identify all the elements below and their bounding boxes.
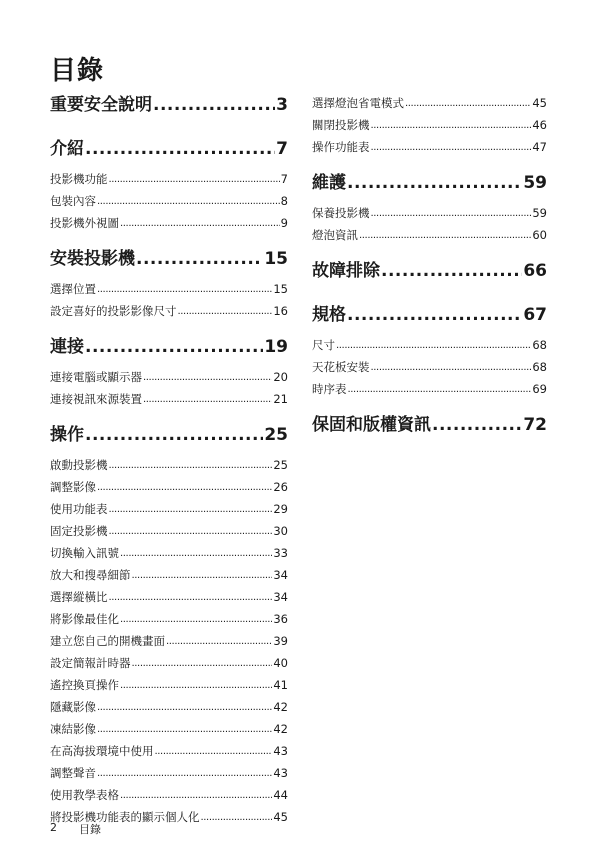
toc-page-number: 15 [273, 281, 288, 296]
toc-page-number: 29 [273, 501, 288, 516]
toc-item-entry[interactable] [312, 378, 547, 400]
toc-leader-dots [97, 480, 272, 495]
toc-item-entry[interactable] [312, 356, 547, 378]
toc-entry-title: 連接視訊來源裝置 [50, 391, 142, 406]
toc-left-column [50, 92, 288, 828]
toc-item-entry[interactable] [50, 300, 288, 322]
toc-item-entry[interactable] [50, 476, 288, 498]
toc-leader-dots [143, 370, 272, 385]
toc-page-number: 72 [523, 415, 547, 435]
toc-page-number: 9 [280, 215, 288, 230]
toc-page-number: 45 [532, 95, 547, 110]
toc-page-number: 3 [276, 95, 288, 115]
toc-leader-dots [97, 700, 272, 715]
toc-entry-title: 重要安全說明 [50, 95, 152, 115]
toc-entry-title: 投影機外視圖 [50, 215, 119, 230]
toc-item-entry[interactable] [50, 366, 288, 388]
toc-entry-title: 設定簡報計時器 [50, 655, 131, 670]
toc-page-number: 67 [523, 305, 547, 325]
toc-page-number: 15 [264, 249, 288, 269]
toc-entry-title: 使用功能表 [50, 501, 108, 516]
footer-page-number: 2 [50, 821, 57, 834]
toc-page-number: 20 [273, 369, 288, 384]
toc-item-entry[interactable] [312, 224, 547, 246]
toc-leader-dots [371, 140, 532, 155]
toc-section-entry[interactable] [50, 422, 288, 448]
toc-leader-dots [405, 96, 531, 111]
toc-entry-title: 隱藏影像 [50, 699, 96, 714]
toc-leader-dots [109, 502, 273, 517]
toc-entry-title: 啟動投影機 [50, 457, 108, 472]
toc-page-number: 46 [532, 117, 547, 132]
toc-entry-title: 切換輸入訊號 [50, 545, 119, 560]
toc-right-column [312, 92, 547, 444]
toc-entry-title: 天花板安裝 [312, 359, 370, 374]
toc-page-number: 8 [280, 193, 288, 208]
toc-entry-title: 選擇縱橫比 [50, 589, 108, 604]
toc-leader-dots [97, 722, 272, 737]
toc-page-number: 39 [273, 633, 288, 648]
toc-page-number: 36 [273, 611, 288, 626]
toc-page-number: 59 [532, 205, 547, 220]
toc-item-entry[interactable] [50, 608, 288, 630]
toc-item-entry[interactable] [50, 630, 288, 652]
toc-leader-dots [347, 302, 522, 328]
toc-item-entry[interactable] [50, 586, 288, 608]
toc-page-number: 47 [532, 139, 547, 154]
toc-leader-dots [120, 788, 272, 803]
toc-leader-dots [348, 382, 532, 397]
toc-item-entry[interactable] [50, 564, 288, 586]
toc-leader-dots [155, 744, 273, 759]
toc-section-entry[interactable] [312, 302, 547, 328]
toc-item-entry[interactable] [50, 498, 288, 520]
toc-item-entry[interactable] [312, 136, 547, 158]
toc-item-entry[interactable] [50, 696, 288, 718]
toc-entry-title: 操作功能表 [312, 139, 370, 154]
toc-item-entry[interactable] [50, 740, 288, 762]
toc-leader-dots [85, 422, 263, 448]
toc-entry-title: 燈泡資訊 [312, 227, 358, 242]
toc-section-entry[interactable] [50, 92, 288, 118]
toc-entry-title: 連接 [50, 337, 84, 357]
toc-leader-dots [109, 590, 273, 605]
toc-page-number: 43 [273, 765, 288, 780]
toc-entry-title: 安裝投影機 [50, 249, 135, 269]
toc-entry-title: 調整聲音 [50, 765, 96, 780]
toc-leader-dots [97, 282, 272, 297]
toc-leader-dots [132, 568, 273, 583]
toc-leader-dots [85, 334, 263, 360]
toc-leader-dots [120, 546, 272, 561]
toc-page-number: 25 [273, 457, 288, 472]
toc-leader-dots [120, 216, 280, 231]
toc-leader-dots [143, 392, 272, 407]
toc-page-number: 25 [264, 425, 288, 445]
toc-item-entry[interactable] [50, 388, 288, 410]
toc-page-number: 30 [273, 523, 288, 538]
toc-section-entry[interactable] [312, 258, 547, 284]
toc-leader-dots [109, 172, 280, 187]
toc-leader-dots [178, 304, 273, 319]
toc-page-number: 40 [273, 655, 288, 670]
toc-leader-dots [136, 246, 263, 272]
toc-leader-dots [97, 766, 272, 781]
toc-entry-title: 保養投影機 [312, 205, 370, 220]
toc-item-entry[interactable] [50, 190, 288, 212]
toc-item-entry[interactable] [50, 674, 288, 696]
toc-entry-title: 固定投影機 [50, 523, 108, 538]
toc-entry-title: 調整影像 [50, 479, 96, 494]
toc-entry-title: 規格 [312, 305, 346, 325]
toc-leader-dots [336, 338, 531, 353]
toc-entry-title: 選擇位置 [50, 281, 96, 296]
toc-entry-title: 將影像最佳化 [50, 611, 119, 626]
toc-leader-dots [109, 458, 273, 473]
toc-page-number: 26 [273, 479, 288, 494]
footer-label: 目錄 [79, 823, 101, 836]
toc-item-entry[interactable] [312, 334, 547, 356]
toc-leader-dots [132, 656, 273, 671]
toc-page-number: 34 [273, 567, 288, 582]
page-footer [50, 821, 101, 837]
toc-entry-title: 設定喜好的投影影像尺寸 [50, 303, 177, 318]
toc-page-number: 33 [273, 545, 288, 560]
toc-section-entry[interactable] [312, 170, 547, 196]
toc-item-entry[interactable] [50, 784, 288, 806]
toc-page-number: 68 [532, 337, 547, 352]
toc-page-number: 45 [273, 809, 288, 824]
toc-item-entry[interactable] [50, 454, 288, 476]
toc-entry-title: 投影機功能 [50, 171, 108, 186]
toc-page-number: 21 [273, 391, 288, 406]
toc-entry-title: 介紹 [50, 139, 84, 159]
toc-page-number: 19 [264, 337, 288, 357]
toc-item-entry[interactable] [50, 718, 288, 740]
toc-item-entry[interactable] [312, 92, 547, 114]
toc-item-entry[interactable] [50, 520, 288, 542]
toc-item-entry[interactable] [50, 278, 288, 300]
toc-leader-dots [371, 206, 532, 221]
toc-entry-title: 故障排除 [312, 261, 380, 281]
toc-item-entry[interactable] [50, 652, 288, 674]
toc-item-entry[interactable] [50, 762, 288, 784]
toc-page-number: 41 [273, 677, 288, 692]
toc-leader-dots [432, 412, 522, 438]
toc-page-number: 16 [273, 303, 288, 318]
toc-leader-dots [359, 228, 531, 243]
toc-entry-title: 在高海拔環境中使用 [50, 743, 154, 758]
toc-page-number: 59 [523, 173, 547, 193]
toc-item-entry[interactable] [50, 212, 288, 234]
toc-leader-dots [381, 258, 522, 284]
toc-entry-title: 維護 [312, 173, 346, 193]
toc-page-number: 7 [276, 139, 288, 159]
toc-entry-title: 凍結影像 [50, 721, 96, 736]
toc-leader-dots [166, 634, 272, 649]
toc-entry-title: 包裝內容 [50, 193, 96, 208]
toc-section-entry[interactable] [312, 412, 547, 438]
toc-item-entry[interactable] [312, 114, 547, 136]
toc-page-number: 68 [532, 359, 547, 374]
toc-page-number: 69 [532, 381, 547, 396]
toc-entry-title: 保固和版權資訊 [312, 415, 431, 435]
toc-page-number: 44 [273, 787, 288, 802]
toc-page-number: 7 [280, 171, 288, 186]
toc-entry-title: 選擇燈泡省電模式 [312, 95, 404, 110]
toc-item-entry[interactable] [312, 202, 547, 224]
toc-entry-title: 尺寸 [312, 337, 335, 352]
toc-leader-dots [371, 118, 532, 133]
toc-entry-title: 放大和搜尋細節 [50, 567, 131, 582]
toc-entry-title: 建立您自己的開機畫面 [50, 633, 165, 648]
toc-entry-title: 操作 [50, 425, 84, 445]
toc-item-entry[interactable] [50, 542, 288, 564]
toc-page-number: 60 [532, 227, 547, 242]
toc-leader-dots [120, 678, 272, 693]
page-title: 目錄 [50, 56, 105, 86]
toc-page-number: 66 [523, 261, 547, 281]
toc-leader-dots [109, 524, 273, 539]
toc-leader-dots [85, 136, 275, 162]
toc-section-entry[interactable] [50, 136, 288, 162]
toc-leader-dots [97, 194, 280, 209]
toc-item-entry[interactable] [50, 168, 288, 190]
toc-entry-title: 遙控換頁操作 [50, 677, 119, 692]
toc-page-number: 34 [273, 589, 288, 604]
toc-leader-dots [201, 810, 273, 825]
toc-entry-title: 使用教學表格 [50, 787, 119, 802]
toc-leader-dots [371, 360, 532, 375]
toc-leader-dots [120, 612, 272, 627]
toc-page-number: 42 [273, 721, 288, 736]
toc-leader-dots [153, 92, 275, 118]
toc-page-number: 42 [273, 699, 288, 714]
toc-entry-title: 連接電腦或顯示器 [50, 369, 142, 384]
toc-entry-title: 將投影機功能表的顯示個人化 [50, 809, 200, 824]
toc-entry-title: 時序表 [312, 381, 347, 396]
toc-section-entry[interactable] [50, 334, 288, 360]
toc-entry-title: 關閉投影機 [312, 117, 370, 132]
toc-leader-dots [347, 170, 522, 196]
toc-section-entry[interactable] [50, 246, 288, 272]
toc-page-number: 43 [273, 743, 288, 758]
